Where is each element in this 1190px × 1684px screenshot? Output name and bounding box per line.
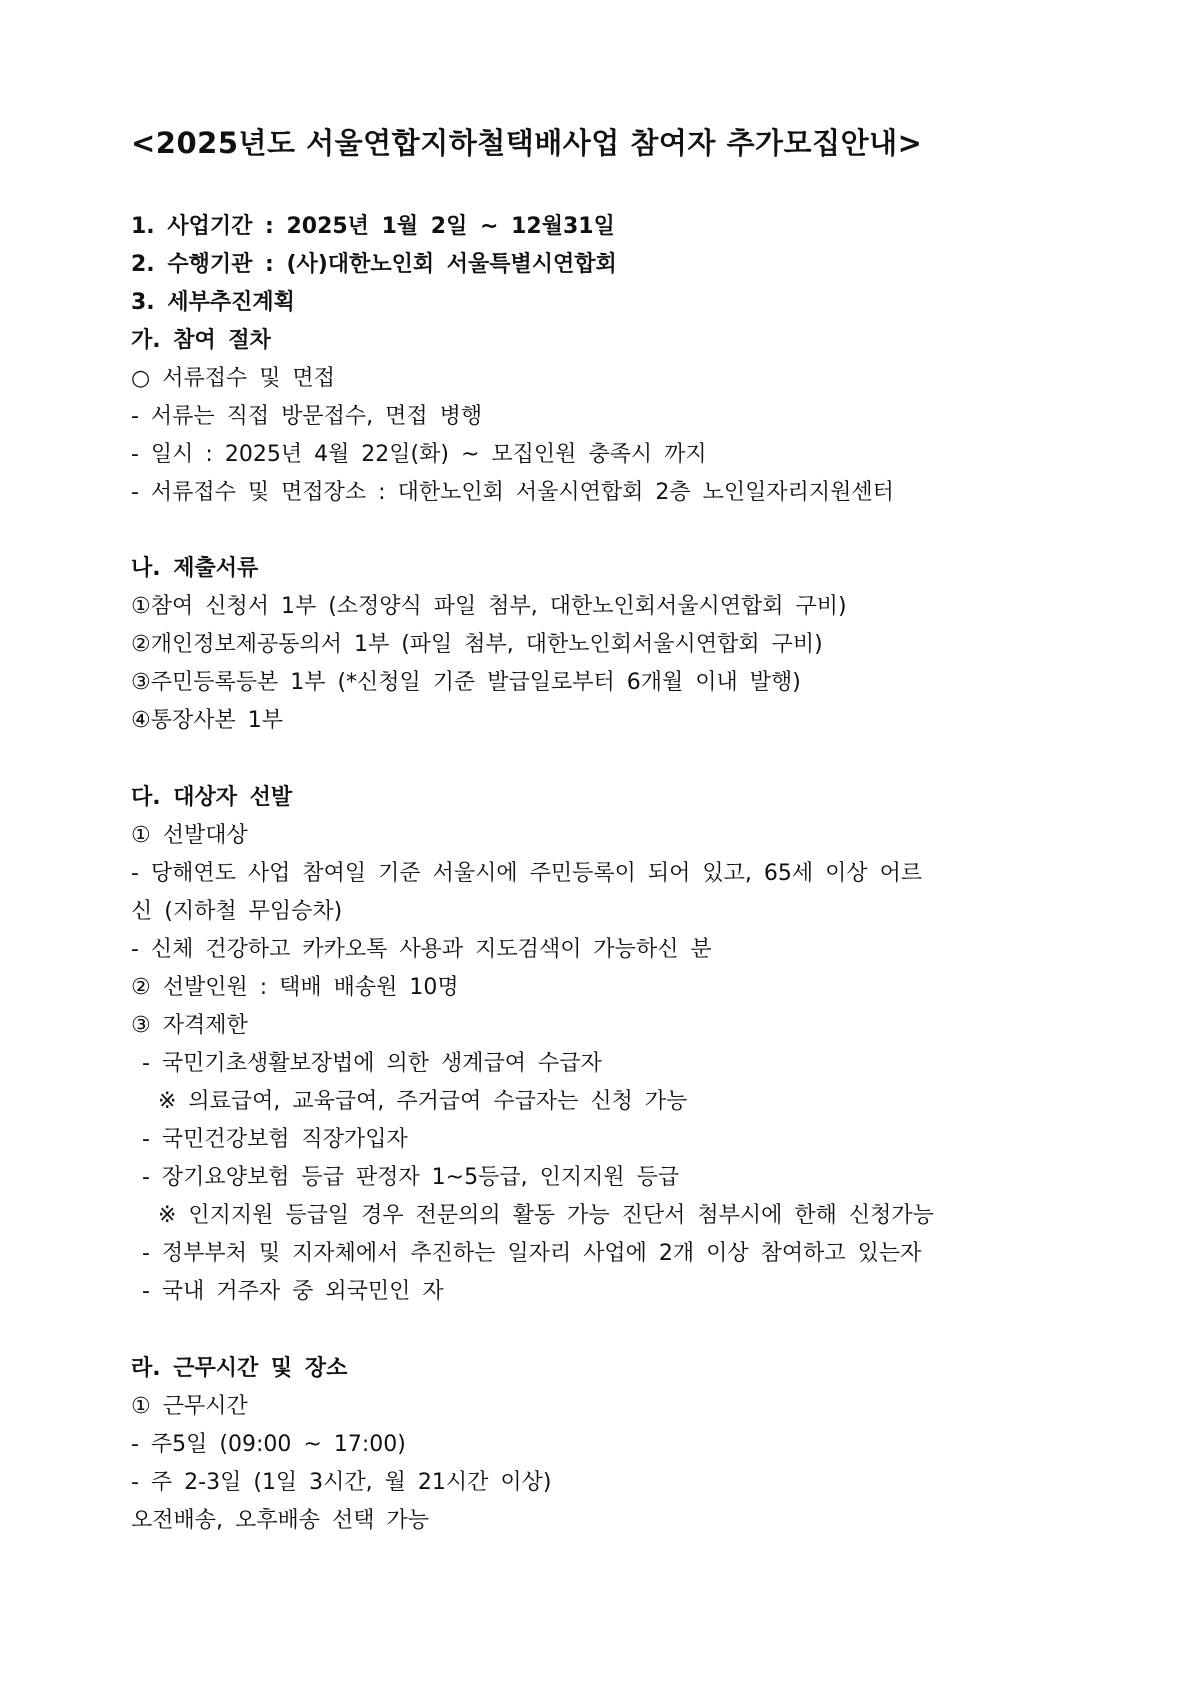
limit-title: ③ 자격제한 bbox=[131, 1013, 248, 1038]
limit-item: - 국민기초생활보장법에 의한 생계급여 수급자 bbox=[142, 1051, 602, 1076]
list-item: ②개인정보제공동의서 1부 (파일 첨부, 대한노인회서울시연합회 구비) bbox=[131, 632, 823, 657]
limit-item: - 장기요양보험 등급 판정자 1~5등급, 인지지원 등급 bbox=[142, 1165, 680, 1190]
list-item: - 서류접수 및 면접장소 : 대한노인회 서울시연합회 2층 노인일자리지원센터 bbox=[131, 480, 894, 505]
list-item: - 서류는 직접 방문접수, 면접 병행 bbox=[131, 404, 483, 429]
target-title: ① 선발대상 bbox=[131, 823, 248, 848]
limit-item: - 정부부처 및 지자체에서 추진하는 일자리 사업에 2개 이상 참여하고 있는자 bbox=[142, 1241, 922, 1266]
section-a-subheading: ○ 서류접수 및 면접 bbox=[131, 366, 335, 391]
list-item: ①참여 신청서 1부 (소정양식 파일 첨부, 대한노인회서울시연합회 구비) bbox=[131, 594, 847, 619]
limit-item: - 국민건강보험 직장가입자 bbox=[142, 1127, 408, 1152]
section-a-heading: 가. 참여 절차 bbox=[131, 328, 271, 353]
list-item: - 주 2-3일 (1일 3시간, 월 21시간 이상) bbox=[131, 1470, 552, 1495]
section-d-heading: 라. 근무시간 및 장소 bbox=[131, 1356, 348, 1381]
limit-item: - 국내 거주자 중 외국민인 자 bbox=[142, 1279, 444, 1304]
target-line: 신 (지하철 무임승차) bbox=[131, 899, 343, 924]
section-c-heading: 다. 대상자 선발 bbox=[131, 785, 293, 810]
list-item: 오전배송, 오후배송 선택 가능 bbox=[131, 1508, 429, 1533]
selection-count: ② 선발인원 : 택배 배송원 10명 bbox=[131, 975, 459, 1000]
section-b-heading: 나. 제출서류 bbox=[131, 556, 259, 581]
limit-note: ※ 인지지원 등급일 경우 전문의의 활동 가능 진단서 첨부시에 한해 신청가능 bbox=[158, 1203, 934, 1228]
plan-heading: 3. 세부추진계획 bbox=[131, 290, 295, 315]
list-item: - 주5일 (09:00 ~ 17:00) bbox=[131, 1432, 406, 1457]
document-title: <2025년도 서울연합지하철택배사업 참여자 추가모집안내> bbox=[131, 126, 923, 160]
executing-agency: 2. 수행기관 : (사)대한노인회 서울특별시연합회 bbox=[131, 252, 617, 277]
limit-note: ※ 의료급여, 교육급여, 주거급여 수급자는 신청 가능 bbox=[158, 1089, 688, 1114]
target-line: - 당해연도 사업 참여일 기준 서울시에 주민등록이 되어 있고, 65세 이상 어르 bbox=[131, 861, 923, 886]
target-line: - 신체 건강하고 카카오톡 사용과 지도검색이 가능하신 분 bbox=[131, 937, 712, 962]
project-period: 1. 사업기간 : 2025년 1월 2일 ~ 12월31일 bbox=[131, 214, 615, 239]
list-item: - 일시 : 2025년 4월 22일(화) ~ 모집인원 충족시 까지 bbox=[131, 442, 707, 467]
hours-title: ① 근무시간 bbox=[131, 1394, 248, 1419]
list-item: ③주민등록등본 1부 (*신청일 기준 발급일로부터 6개월 이내 발행) bbox=[131, 670, 801, 695]
list-item: ④통장사본 1부 bbox=[131, 708, 283, 733]
